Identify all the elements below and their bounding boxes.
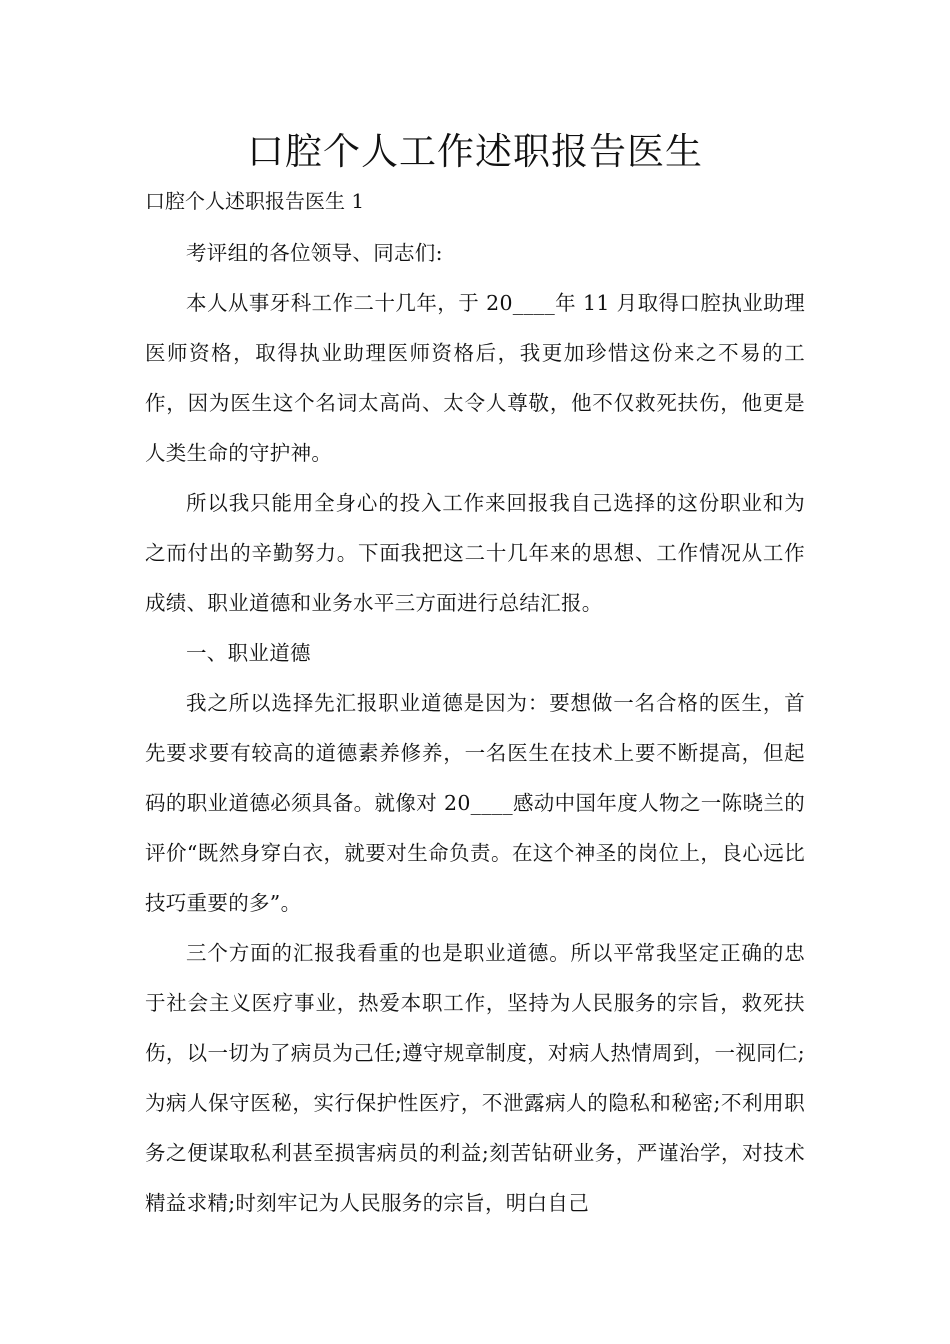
body-paragraph: 所以我只能用全身心的投入工作来回报我自己选择的这份职业和为之而付出的辛勤努力。下面我把这二十几年来的思想、工作情况从工作成绩、职业道德和业务水平三方面进行总结汇报。 — [145, 491, 805, 615]
body-paragraph: 我之所以选择先汇报职业道德是因为：要想做一名合格的医生，首先要求要有较高的道德素养修养，一名医生在技术上要不断提高，但起码的职业道德必须具备。就像对 20____感动中国年度人物之一陈晓兰的评价“既然身穿白衣，就要对生命负责。在这个神圣的岗位上，良心远比技巧重要的多”。 — [145, 691, 805, 915]
section-heading: 一、职业道德 — [186, 641, 311, 665]
body-paragraph: 本人从事牙科工作二十几年，于 20____年 11 月取得口腔执业助理医师资格，取得执业助理医师资格后，我更加珍惜这份来之不易的工作，因为医生这个名词太高尚、太令人尊敬，他不仅救死扶伤，他更是人类生命的守护神。 — [145, 291, 805, 465]
document-subtitle: 口腔个人述职报告医生 1 — [145, 189, 365, 213]
body-paragraph: 三个方面的汇报我看重的也是职业道德。所以平常我坚定正确的忠于社会主义医疗事业，热爱本职工作，坚持为人民服务的宗旨，救死扶伤，以一切为了病员为己任;遵守规章制度，对病人热情周到，一视同仁;为病人保守医秘，实行保护性医疗，不泄露病人的隐私和秘密;不利用职务之便谋取私利甚至损害病员的利益;刻苦钻研业务，严谨治学，对技术精益求精;时刻牢记为人民服务的宗旨，明白自己 — [145, 941, 805, 1215]
document-body — [145, 228, 805, 1228]
salutation-paragraph: 考评组的各位领导、同志们: — [186, 241, 443, 265]
document-title: 口腔个人工作述职报告医生 — [247, 130, 703, 173]
